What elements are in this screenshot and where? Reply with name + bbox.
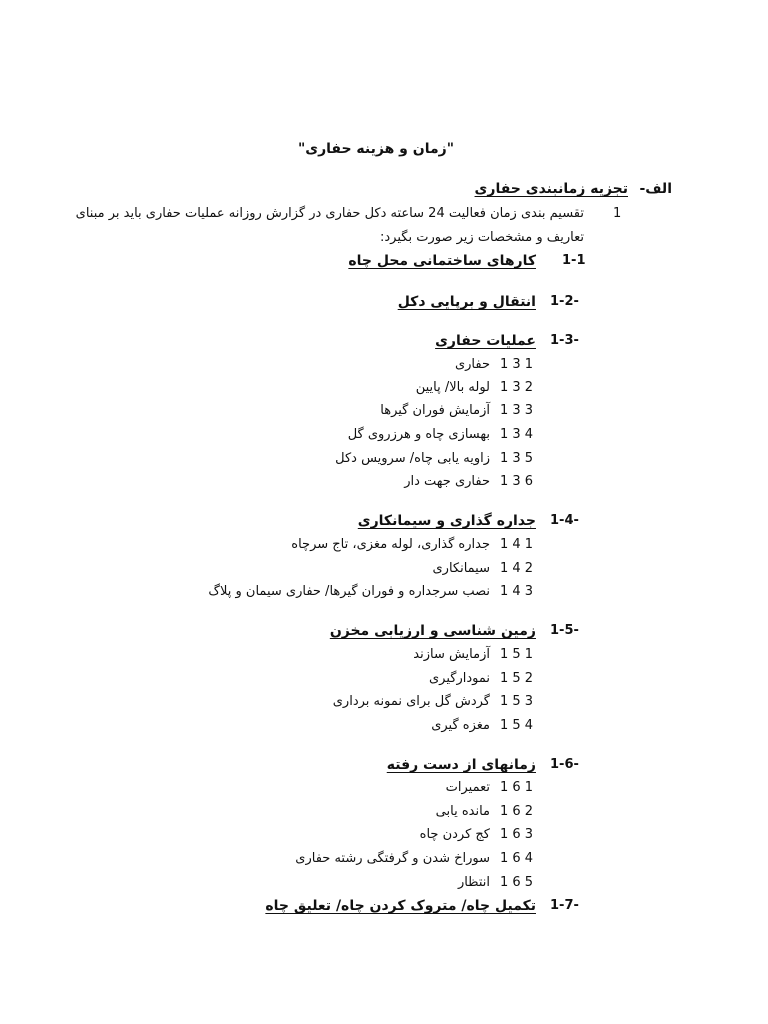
group-heading: زمین شناسی و ارزیابی مخزن: [329, 623, 536, 639]
item-code: 1 5 3: [500, 694, 534, 709]
item-code: 1 6 5: [500, 875, 534, 890]
group-number: 1-4-: [550, 513, 579, 528]
item-label: سیمانکاری: [432, 561, 490, 576]
item-label: حفاری جهت دار: [404, 474, 490, 489]
group-number: 1-2-: [550, 294, 579, 309]
item-label: نمودارگیری: [429, 671, 490, 686]
intro-number: 1: [613, 206, 622, 221]
item-label: تعمیرات: [445, 780, 490, 795]
section-heading: تجزیه زمانبندی حفاری: [474, 181, 628, 197]
page-title: "زمان و هزینه حفاری": [297, 141, 454, 157]
group-heading: کارهای ساختمانی محل چاه: [348, 253, 536, 269]
item-code: 1 3 6: [500, 474, 534, 489]
item-code: 1 6 3: [500, 827, 534, 842]
group-heading: عملیات حفاری: [435, 333, 536, 349]
item-code: 1 5 4: [500, 718, 534, 733]
group-number: 1-7-: [550, 898, 579, 913]
item-code: 1 3 2: [500, 380, 534, 395]
group-heading: جداره گذاری و سیمانکاری: [357, 513, 536, 529]
item-code: 1 4 1: [500, 537, 534, 552]
item-code: 1 5 2: [500, 671, 534, 686]
group-number: 1-3-: [550, 333, 579, 348]
item-code: 1 6 2: [500, 804, 534, 819]
group-heading: زمانهای از دست رفته: [386, 757, 536, 773]
item-code: 1 6 4: [500, 851, 534, 866]
item-code: 1 3 3: [500, 403, 534, 418]
section-letter: الف-: [639, 181, 672, 197]
item-label: سوراخ شدن و گرفتگی رشته حفاری: [295, 851, 490, 866]
item-label: جداره گذاری، لوله مغزی، تاج سرچاه: [291, 537, 490, 552]
intro-line-1: تقسیم بندی زمان فعالیت 24 ساعته دکل حفاری در گزارش روزانه عملیات حفاری باید بر مبنای: [75, 206, 584, 221]
group-number: 1-6-: [550, 757, 579, 772]
item-code: 1 5 1: [500, 647, 534, 662]
item-label: لوله بالا/ پایین: [415, 380, 490, 395]
item-label: زاویه یابی چاه/ سرویس دکل: [335, 451, 490, 466]
item-label: گردش گل برای نمونه برداری: [332, 694, 490, 709]
item-code: 1 3 1: [500, 357, 534, 372]
item-code: 1 4 3: [500, 584, 534, 599]
group-heading: انتقال و برپایی دکل: [397, 294, 536, 310]
item-label: بهسازی چاه و هرزروی گل: [347, 427, 490, 442]
item-label: انتظار: [457, 875, 490, 890]
item-label: آزمایش سازند: [413, 647, 490, 662]
item-label: آزمایش فوران گیرها: [380, 403, 490, 418]
item-label: حفاری: [454, 357, 490, 372]
item-code: 1 6 1: [500, 780, 534, 795]
item-label: مانده یابی: [435, 804, 490, 819]
item-code: 1 4 2: [500, 561, 534, 576]
intro-line-2: تعاریف و مشخصات زیر صورت بگیرد:: [380, 230, 584, 245]
item-label: کج کردن چاه: [419, 827, 490, 842]
group-heading: تکمیل چاه/ متروک کردن چاه/ تعلیق چاه: [265, 898, 536, 914]
group-number: 1-5-: [550, 623, 579, 638]
item-code: 1 3 5: [500, 451, 534, 466]
item-label: مغزه گیری: [431, 718, 490, 733]
item-label: نصب سرجداره و فوران گیرها/ حفاری سیمان و پلاگ: [208, 584, 490, 599]
group-number: 1-1: [562, 253, 586, 268]
item-code: 1 3 4: [500, 427, 534, 442]
